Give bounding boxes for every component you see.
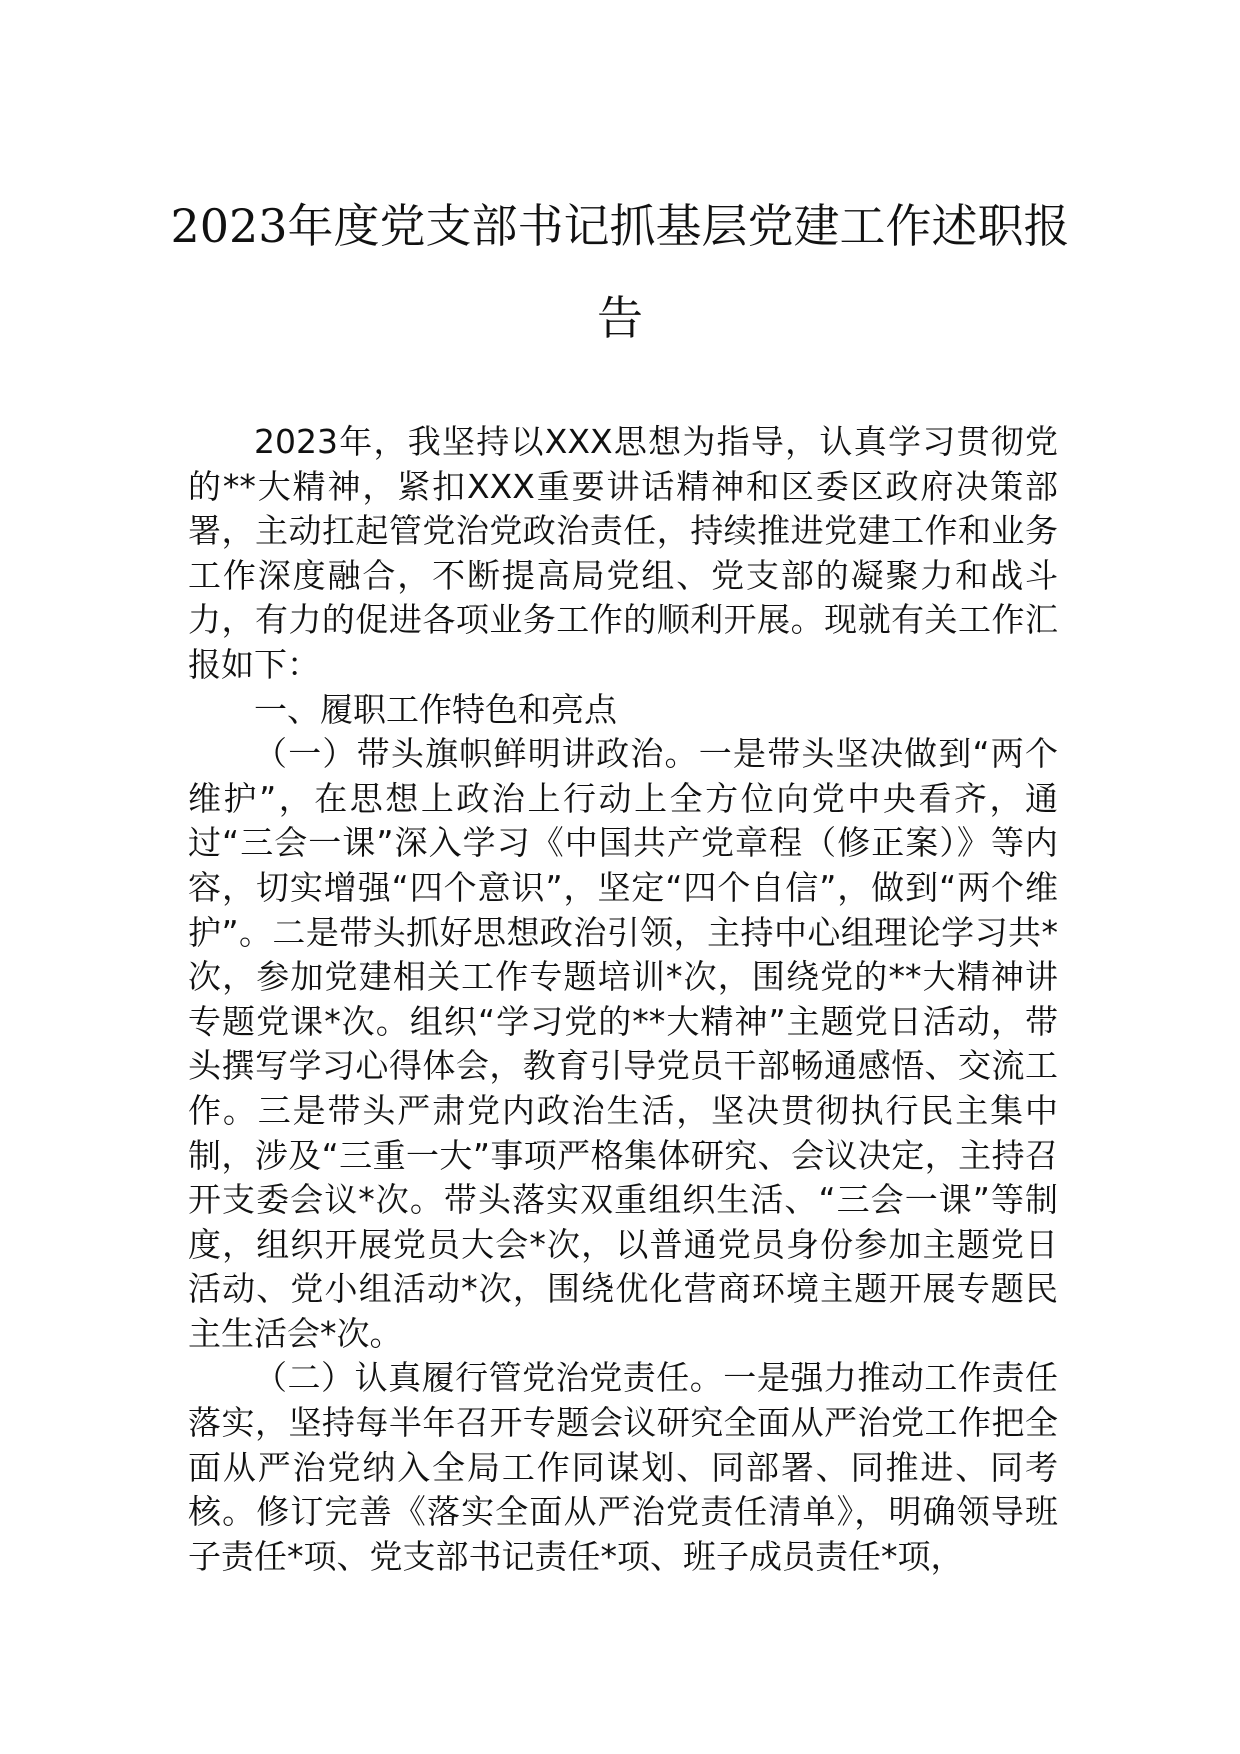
subsection-paragraph-2: （二）认真履行管党治党责任。一是强力推动工作责任落实，坚持每半年召开专题会议研究全面从严治党工作把全面从严治党纳入全局工作同谋划、同部署、同推进、同考核。修订完善《落实全面从严治党责任清单》，明确领导班子责任*项、党支部书记责任*项、班子成员责任*项， [188, 1358, 1058, 1576]
subsection-paragraph-1: （一）带头旗帜鲜明讲政治。一是带头坚决做到“两个维护”，在思想上政治上行动上全方位向党中央看齐，通过“三会一课”深入学习《中国共产党章程（修正案）》等内容，切实增强“四个意识”，坚定“四个自信”，做到“两个维护”。二是带头抓好思想政治引领，主持中心组理论学习共*次，参加党建相关工作专题培训*次，围绕党的**大精神讲专题党课*次。组织“学习党的**大精神”主题党日活动，带头撰写学习心得体会，教育引导党员干部畅通感悟、交流工作。三是带头严肃党内政治生活，坚决贯彻执行民主集中制，涉及“三重一大”事项严格集体研究、会议决定，主持召开支委会议*次。带头落实双重组织生活、“三会一课”等制度，组织开展党员大会*次，以普通党员身份参加主题党日活动、党小组活动*次，围绕优化营商环境主题开展专题民主生活会*次。 [188, 734, 1058, 1353]
document-title: 2023年度党支部书记抓基层党建工作述职报告 [170, 199, 1070, 345]
section-heading: 一、履职工作特色和亮点 [254, 689, 617, 729]
intro-paragraph: 2023年，我坚持以XXX思想为指导，认真学习贯彻党的**大精神，紧扣XXX重要讲话精神和区委区政府决策部署，主动扛起管党治党政治责任，持续推进党建工作和业务工作深度融合，不断提高局党组、党支部的凝聚力和战斗力，有力的促进各项业务工作的顺利开展。现就有关工作汇报如下： [188, 422, 1058, 684]
document-body [188, 420, 1058, 1579]
